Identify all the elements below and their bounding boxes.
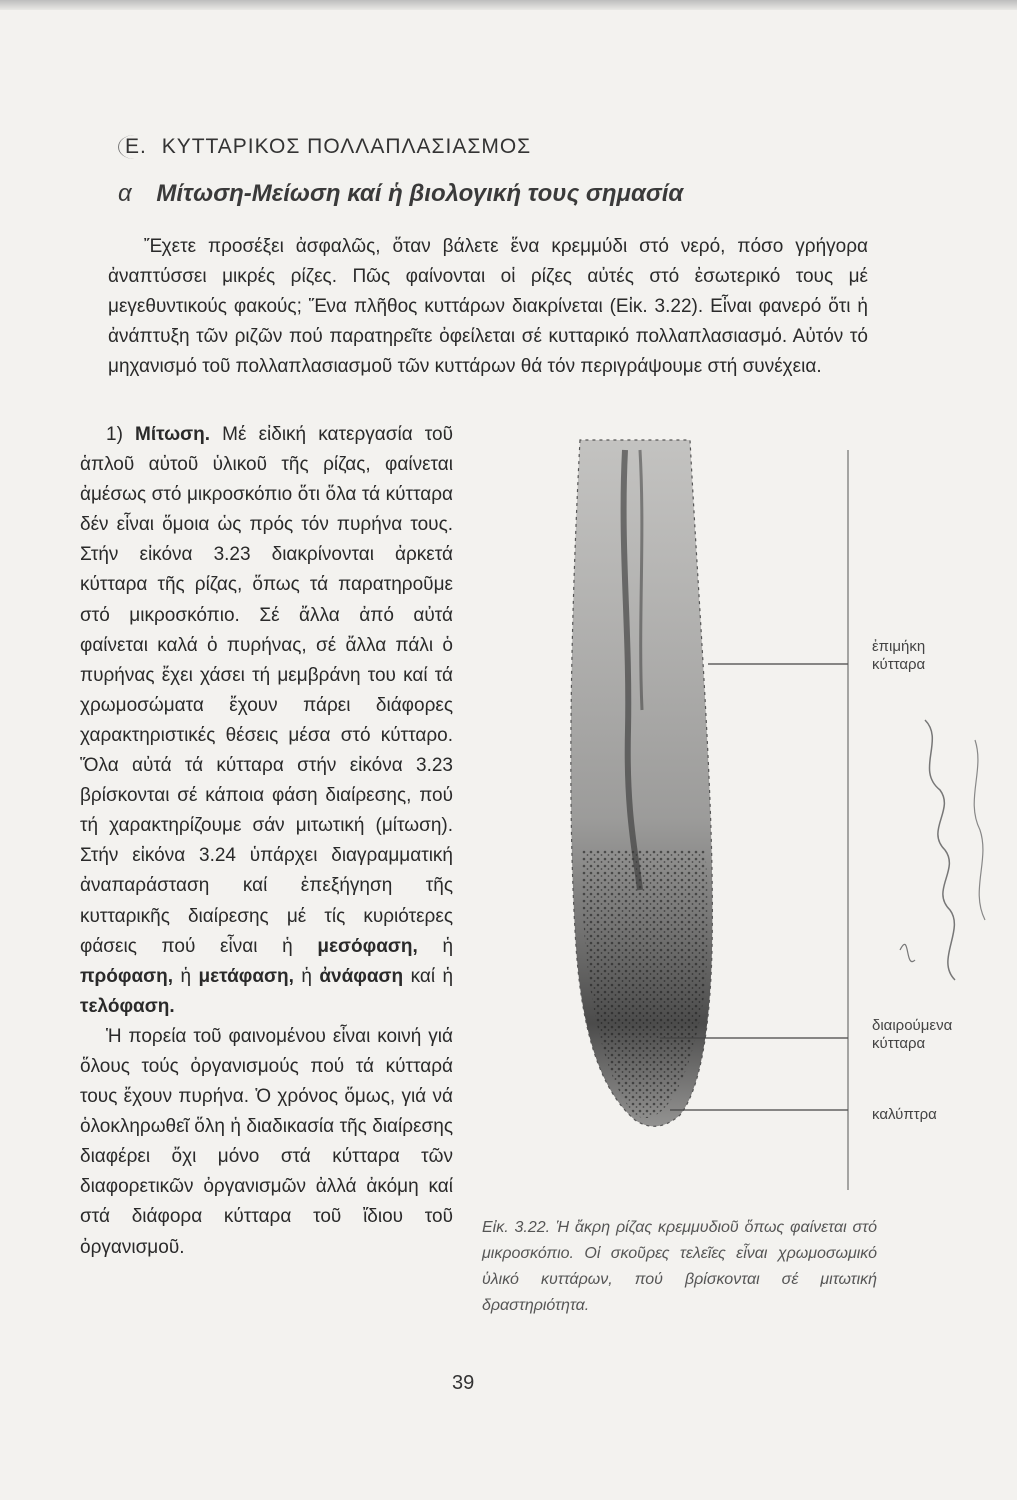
phase-metaphase: μετάφαση, [198, 965, 294, 987]
label-line: ἐπιμήκη [872, 638, 926, 655]
label-root-cap: καλύπτρα [872, 1106, 937, 1123]
mitosis-term: Μίτωση. [135, 424, 211, 445]
caption-text: Ἡ ἄκρη ρίζας κρεμμυδιοῦ ὅπως φαίνεται στό μικροσκόπιο. Οἱ σκοῦρες τελεῖες εἶναι χρωμοσωμικό ὑλικό κυττάρων, πού βρίσκονται σέ μιτωτική δραστηριότητα. [482, 1219, 877, 1314]
root-vascular-strand-2 [640, 450, 642, 710]
mitosis-text: Μέ εἰδική κατεργασία τοῦ ἁπλοῦ αὐτοῦ ὑλικοῦ τῆς ρίζας, φαίνεται ἀμέσως στό μικροσκόπιο ὅτι ὅλα τά κύτταρα δέν εἶναι ὅμοια ὡς πρός τόν πυρήνα τους. Στήν εἰκόνα 3.23 διακρίνονται ἀρκετά κύτταρα τῆς ρίζας, ὅπως τά παρατηροῦμε στό μικροσκόπιο. Σέ ἄλλα ἀπό αὐτά φαίνεται καλά ὁ πυρήνας, σέ ἄλλα πάλι ὁ πυρήνας ἔχει χάσει τή μεμβράνη του καί τά χρωμοσώματα ἔχουν πάρει διάφορες χαρακτηριστικές θέσεις μέσα στό κύτταρο. Ὅλα αὐτά τά κύτταρα στήν εἰκόνα 3.23 βρίσκονται σέ κάποια φάση διαίρεσης, πού τή χαρακτηρίζουμε σάν μιτωτική (μίτωση). Στήν εἰκόνα 3.24 ὑπάρχει διαγραμματική ἀναπαράσταση καί ἐπεξήγηση τῆς κυτταρικῆς διαίρεσης μέ τίς κυριότερες φάσεις πού εἶναι ἡ [80, 424, 454, 957]
phase-telophase: τελόφαση. [80, 995, 175, 1017]
caption-ref: Εἰκ. 3.22. [482, 1219, 551, 1236]
page-number: 39 [452, 1372, 475, 1394]
mitosis-number: 1) [106, 424, 123, 445]
label-line: κύτταρα [872, 1035, 926, 1052]
intro-paragraph: Ἔχετε προσέξει ἀσφαλῶς, ὅταν βάλετε ἕνα κρεμμύδι στό νερό, πόσο γρήγορα ἀναπτύσσει μικρές ρίζες. Πῶς φαίνονται οἱ ρίζες αὐτές στό ἐσωτερικό τους μέ μεγεθυντικούς φακούς; Ἕνα πλῆθος κυττάρων διακρίνεται (Εἰκ. 3.22). Εἶναι φανερό ὅτι ἡ ἀνάπτυξη τῶν ριζῶν πού παρατηρεῖτε ὀφείλεται σέ κυτταρικό πολλαπλασιασμό. Αὐτόν τό μηχανισμό τοῦ πολλαπλασιασμοῦ τῶν κυττάρων θά τόν περιγράψουμε στή συνέχεια. [108, 236, 868, 377]
subsection-title: Μίτωση-Μείωση καί ἡ βιολογική τους σημασία [156, 180, 684, 207]
label-elongated-cells [872, 638, 925, 674]
section-title: ΚΥΤΤΑΡΙΚΟΣ ΠΟΛΛΑΠΛΑΣΙΑΣΜΟΣ [161, 135, 532, 158]
label-line: διαιρούμενα [872, 1017, 953, 1034]
conjunction: ἡ [180, 965, 192, 987]
mitosis-paragraph [80, 420, 453, 1022]
mitosis-paragraph-2: Ἡ πορεία τοῦ φαινομένου εἶναι κοινή γιά ὅλους τούς ὀργανισμούς πού τά κύτταρά τους ἔχουν πυρήνα. Ὁ χρόνος ὅμως, γιά νά ὁλοκληρωθεῖ ὅλη ἡ διαδικασία τῆς διαίρεσης διαφέρει ὄχι μόνο στά κύτταρα τῶν διαφορετικῶν ὀργανισμῶν ἀλλά ἀκόμη καί στά διάφορα κύτταρα τοῦ ἴδιου τοῦ ὀργανισμοῦ. [80, 1025, 453, 1258]
section-letter: Ε. [118, 135, 151, 159]
label-dividing-cells [872, 1017, 952, 1053]
mitosis-column [80, 420, 453, 1263]
phase-interphase: μεσόφαση, [317, 935, 418, 957]
section-heading [118, 135, 531, 159]
figure-caption [482, 1215, 877, 1319]
subsection-heading [118, 180, 683, 208]
phase-prophase: πρόφαση, [80, 965, 174, 987]
subsection-letter: α [118, 180, 132, 207]
phase-anaphase: ἀνάφαση [319, 965, 404, 987]
handwritten-annotation [885, 700, 1005, 1000]
conjunction: ἡ [442, 935, 454, 957]
root-tip-micrograph [540, 430, 860, 1190]
scan-edge [0, 0, 1017, 10]
label-line: κύτταρα [872, 656, 926, 673]
conjunction: καί ἡ [410, 965, 454, 987]
conjunction: ἡ [301, 965, 312, 987]
